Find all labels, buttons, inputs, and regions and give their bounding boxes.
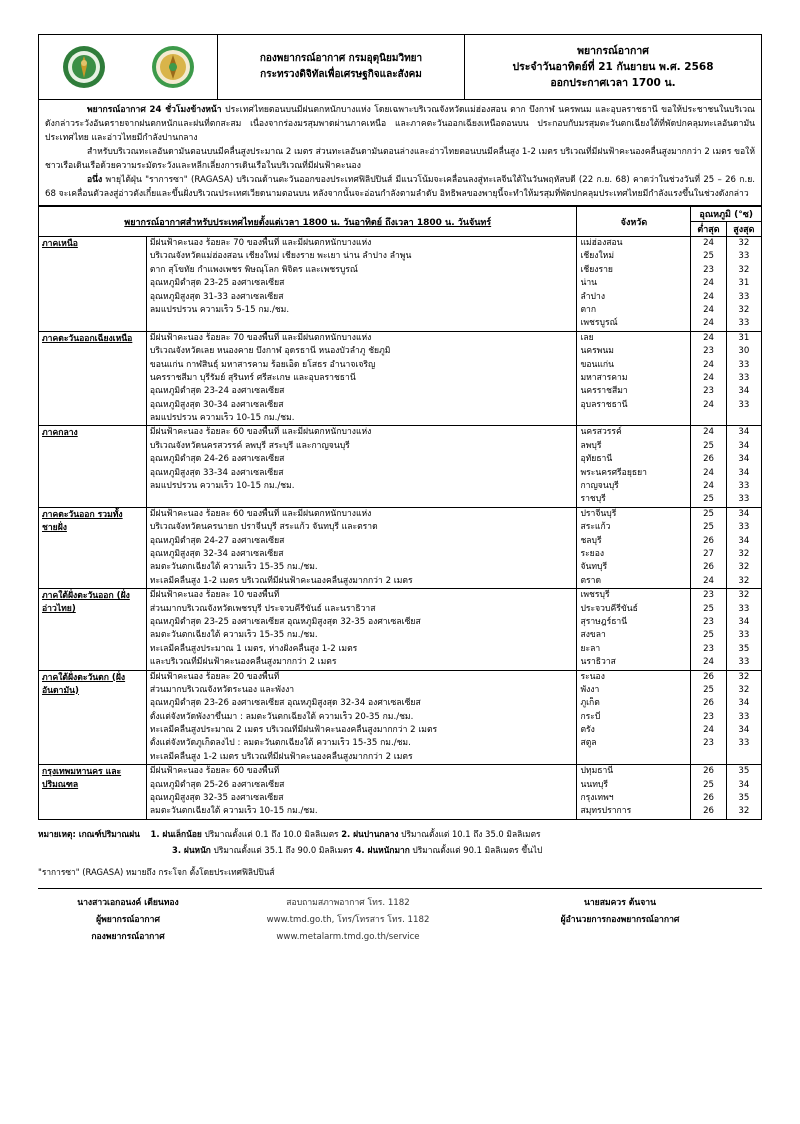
min-temp: 25 [703,603,714,614]
forecast-line: มีฝนฟ้าคะนอง ร้อยละ 60 ของพื้นที่ [149,766,280,777]
max-temp: 30 [738,346,750,357]
min-temp: 24 [703,372,714,383]
max-temp: 32 [738,575,750,586]
max-temp-column [726,765,761,820]
region-row [39,426,762,507]
forecast-line: ทะเลมีคลื่นสูง 1-2 เมตร บริเวณที่มีฝนฟ้าคะนองคลื่นสูงมากกว่า 2 เมตร [149,575,413,586]
province-name: สุราษฎร์ธานี [580,616,628,627]
forecast-line: ส่วนมากบริเวณจังหวัดระนอง และพังงา [149,684,295,695]
ministry-name: กระทรวงดิจิทัลเพื่อเศรษฐกิจและสังคม [260,69,422,80]
max-temp: 34 [738,454,750,465]
heavy-rain-text: ปริมาณตั้งแต่ 35.1 ถึง 90.0 มิลลิเมตร [210,844,356,855]
max-temp: 33 [738,318,750,329]
forecast-line: อุณหภูมิสูงสุด 32-35 องศาเซลเซียส [149,793,284,804]
region-name: ภาคตะวันออก รวมทั้งชายฝั่ง [39,507,147,588]
min-temp: 26 [703,698,714,709]
province-name: อุทัยธานี [580,454,613,465]
max-temp: 34 [738,440,750,451]
province-name: พระนครศรีอยุธยา [580,467,647,478]
min-temp-column [691,426,726,507]
department-block [218,35,465,99]
moderate-rain-text: ปริมาณตั้งแต่ 10.1 ถึง 35.0 มิลลิเมตร [398,828,541,839]
forecast-line: อุณหภูมิต่ำสุด 23-24 องศาเซลเซียส [149,386,285,397]
min-temp: 25 [703,440,714,451]
max-temp: 34 [738,535,750,546]
contact-hotline: สอบถามสภาพอากาศ โทร. 1182 [286,897,410,908]
min-temp: 25 [703,508,714,519]
director-name: นายสมควร ต้นจาน [583,897,657,908]
province-name: ชลบุรี [580,535,602,546]
forecast-line: ตั้งแต่จังหวัดภูเก็ตลงไป : ลมตะวันตกเฉียงใต้ ความเร็ว 15-35 กม./ชม. [149,738,411,749]
min-temp: 24 [703,467,714,478]
issue-time: ออกประกาศเวลา 1700 น. [550,77,676,89]
summary-paragraph-1: ประเทศไทยตอนบนมีฝนตกหนักบางแห่ง โดยเฉพาะบริเวณจังหวัดแม่ฮ่องสอน ตาก บึงกาฬ นครพนม และอุบลราชธานี ขอให้ประชาชนในบริเวณดังกล่าวระวังอันตรายจากฝนตกหนักและฝนที่ตกสะสม เนื่องจากร่องมรสุมพาดผ่านภาคเหนือ และภาคตะวันออกเฉียงเหนือตอนบน ประกอบกับมรสุมตะวันตกเฉียงใต้ที่พัดปกคลุมทะเลอันดามัน ประเทศไทย และอ่าวไทยมีกำลังปานกลาง [45,105,755,143]
region-name: ภาคใต้ฝั่งตะวันตก (ฝั่งอันดามัน) [39,670,147,765]
min-temp: 24 [703,332,714,343]
min-temp-column [691,507,726,588]
province-name-column [577,331,691,426]
province-name: สมุทรปราการ [580,806,632,817]
max-temp: 34 [738,508,750,519]
province-name: เชียงราย [580,264,613,275]
region-forecast-detail [146,426,577,507]
province-name: ขอนแก่น [580,359,614,370]
province-name: นครราชสีมา [580,386,628,397]
max-temp: 34 [738,779,750,790]
contact-website[interactable]: www.tmd.go.th, โทร/โทรสาร โทร. 1182 [266,914,430,925]
max-temp-column [726,426,761,507]
province-name: ตราด [580,575,602,586]
max-temp: 32 [738,238,750,248]
province-name-column [577,507,691,588]
province-name: พังงา [580,684,600,695]
min-temp: 26 [703,766,714,777]
forecast-title: พยากรณ์อากาศ [577,45,649,57]
min-temp: 25 [703,522,714,533]
min-temp: 23 [703,590,714,601]
max-temp: 35 [738,766,750,777]
forecast-line: ลมแปรปรวน ความเร็ว 10-15 กม./ชม. [149,413,295,424]
province-name: จันทบุรี [580,562,608,573]
max-temp: 32 [738,684,750,695]
max-temp: 33 [738,657,750,668]
forecast-line: ตาก สุโขทัย กำแพงเพชร พิษณุโลก พิจิตร และเพชรบูรณ์ [149,264,358,275]
min-temp: 24 [703,725,714,736]
min-temp: 24 [703,359,714,370]
forecast-line: อุณหภูมิต่ำสุด 24-27 องศาเซลเซียส [149,535,285,546]
director-block [478,895,762,946]
min-temp: 24 [703,238,714,248]
forecast-line: อุณหภูมิสูงสุด 32-34 องศาเซลเซียส [149,548,284,559]
forecast-summary [38,100,762,206]
min-temp: 24 [703,399,714,410]
min-temp: 23 [703,711,714,722]
region-row [39,507,762,588]
forecast-line: อุณหภูมิต่ำสุด 23-26 องศาเซลเซียส อุณหภูมิสูงสุด 32-34 องศาเซลเซียส [149,698,421,709]
province-name: ปทุมธานี [580,766,614,777]
min-temp: 24 [703,304,714,315]
max-temp-column [726,507,761,588]
min-temp: 26 [703,535,714,546]
min-temp-column [691,331,726,426]
min-temp-column [691,237,726,332]
province-name: ยะลา [580,643,601,654]
forecast-line: ส่วนมากบริเวณจังหวัดเพชรบุรี ประจวบคีรีขันธ์ และนราธิวาส [149,603,376,614]
province-name: ตาก [580,304,597,315]
province-name: สระแก้ว [580,522,611,533]
very-heavy-rain-label: 4. ฝนหนักมาก [355,844,410,855]
min-temp: 24 [703,427,714,438]
min-temp: 25 [703,779,714,790]
forecaster-name: นางสาวเอกอนงค์ เตียนทอง [77,897,179,908]
forecast-line: มีฝนฟ้าคะนอง ร้อยละ 70 ของพื้นที่ และมีฝนตกหนักบางแห่ง [149,332,372,343]
forecast-line: บริเวณจังหวัดแม่ฮ่องสอน เชียงใหม่ เชียงราย พะเยา น่าน ลำปาง ลำพูน [149,251,412,262]
max-temp: 33 [738,603,750,614]
province-name: ลพบุรี [580,440,602,451]
document-footer [38,895,762,946]
max-temp: 34 [738,467,750,478]
heavy-rain-label: 3. ฝนหนัก [172,844,211,855]
forecast-line: อุณหภูมิต่ำสุด 24-26 องศาเซลเซียส [149,454,285,465]
max-temp: 32 [738,671,750,682]
forecast-line: และบริเวณที่มีฝนฟ้าคะนองคลื่นสูงมากกว่า 2 เมตร [149,657,337,668]
forecast-line: ทะเลมีคลื่นสูงประมาณ 1 เมตร, ห่างฝั่งคลื่นสูง 1-2 เมตร [149,643,358,654]
region-row [39,237,762,332]
min-temp: 25 [703,494,714,505]
min-temp-header: ต่ำสุด [691,222,726,237]
min-temp: 25 [703,251,714,262]
region-name: ภาคตะวันออกเฉียงเหนือ [39,331,147,426]
region-name: ภาคกลาง [39,426,147,507]
province-name: นนทบุรี [580,779,608,790]
min-temp: 23 [703,738,714,749]
max-temp: 33 [738,359,750,370]
region-forecast-detail [146,589,577,670]
forecast-line: อุณหภูมิต่ำสุด 23-25 องศาเซลเซียส [149,278,285,289]
province-name: ระนอง [580,671,605,682]
forecast-line: บริเวณจังหวัดเลย หนองคาย บึงกาฬ อุดรธานี หนองบัวลำภู ชัยภูมิ [149,346,391,357]
forecast-line: อุณหภูมิต่ำสุด 23-25 องศาเซลเซียส อุณหภูมิสูงสุด 32-35 องศาเซลเซียส [149,616,421,627]
min-temp: 27 [703,548,714,559]
min-temp: 24 [703,657,714,668]
forecast-line: อุณหภูมิสูงสุด 33-34 องศาเซลเซียส [149,467,284,478]
province-name: ปราจีนบุรี [580,508,617,519]
contact-service-url[interactable]: www.metalarm.tmd.go.th/service [276,931,420,942]
max-temp-column [726,589,761,670]
forecast-document [38,34,762,946]
max-temp: 34 [738,725,750,736]
province-header: จังหวัด [577,207,691,237]
province-name: ลำปาง [580,291,606,302]
max-temp: 34 [738,386,750,397]
min-temp: 23 [703,346,714,357]
ministry-logo-icon [151,45,195,89]
region-row [39,331,762,426]
min-temp: 23 [703,386,714,397]
forecast-line: บริเวณจังหวัดนครนายก ปราจีนบุรี สระแก้ว จันทบุรี และตราด [149,522,378,533]
min-temp-column [691,670,726,765]
max-temp-column [726,331,761,426]
min-temp: 24 [703,318,714,329]
director-title: ผู้อำนวยการกองพยากรณ์อากาศ [560,914,680,925]
province-name: เพชรบุรี [580,590,610,601]
max-temp: 35 [738,643,750,654]
contact-block [218,895,478,946]
max-temp: 33 [738,711,750,722]
province-name: นราธิวาส [580,657,616,668]
province-name-column [577,426,691,507]
min-temp: 26 [703,454,714,465]
forecaster-block [38,895,218,946]
min-temp: 23 [703,643,714,654]
notes-label: หมายเหตุ: เกณฑ์ปริมาณฝน [38,828,140,839]
forecast-line: อุณหภูมิต่ำสุด 25-26 องศาเซลเซียส [149,779,285,790]
summary-heading: พยากรณ์อากาศ 24 ชั่วโมงข้างหน้า [87,105,222,115]
province-name: กรุงเทพฯ [580,793,614,804]
max-temp: 33 [738,630,750,641]
max-temp-column [726,237,761,332]
footer-divider [38,888,762,889]
max-temp-header: สูงสุด [726,222,761,237]
province-name: น่าน [580,278,598,289]
min-temp: 25 [703,630,714,641]
region-forecast-detail [146,507,577,588]
moderate-rain-label: 2. ฝนปานกลาง [341,828,399,839]
region-name: กรุงเทพมหานคร และปริมณฑล [39,765,147,820]
province-name: สงขลา [580,630,606,641]
table-main-header: พยากรณ์อากาศสำหรับประเทศไทยตั้งแต่เวลา 1800 น. วันอาทิตย์ ถึงเวลา 1800 น. วันจันทร์ [39,207,577,237]
forecast-line: มีฝนฟ้าคะนอง ร้อยละ 20 ของพื้นที่ [149,671,280,682]
region-forecast-detail [146,331,577,426]
province-name: ประจวบคีรีขันธ์ [580,603,638,614]
forecast-line: ลมตะวันตกเฉียงใต้ ความเร็ว 15-35 กม./ชม. [149,630,318,641]
province-name: ตรัง [580,725,595,736]
logo-area [39,35,218,99]
province-name: กาญจนบุรี [580,481,619,492]
forecast-line: มีฝนฟ้าคะนอง ร้อยละ 60 ของพื้นที่ และมีฝนตกหนักบางแห่ง [149,427,372,438]
max-temp: 33 [738,481,750,492]
min-temp: 24 [703,575,714,586]
forecast-line: ตั้งแต่จังหวัดพังงาขึ้นมา : ลมตะวันตกเฉียงใต้ ความเร็ว 20-35 กม./ชม. [149,711,414,722]
province-name: มหาสารคาม [580,372,628,383]
max-temp: 33 [738,251,750,262]
very-heavy-rain-text: ปริมาณตั้งแต่ 90.1 มิลลิเมตร ขึ้นไป [409,844,543,855]
forecast-line: ลมตะวันตกเฉียงใต้ ความเร็ว 15-35 กม./ชม. [149,562,318,573]
max-temp: 34 [738,616,750,627]
region-row [39,589,762,670]
light-rain-label: 1. ฝนเล็กน้อย [150,828,202,839]
forecast-line: มีฝนฟ้าคะนอง ร้อยละ 70 ของพื้นที่ และมีฝนตกหนักบางแห่ง [149,238,372,248]
forecast-line: อุณหภูมิสูงสุด 31-33 องศาเซลเซียส [149,291,284,302]
max-temp: 34 [738,698,750,709]
min-temp: 26 [703,806,714,817]
forecast-line: ขอนแก่น กาฬสินธุ์ มหาสารคาม ร้อยเอ็ด ยโสธร อำนาจเจริญ [149,359,376,370]
region-row [39,765,762,820]
forecast-line: ลมตะวันตกเฉียงใต้ ความเร็ว 10-15 กม./ชม. [149,806,318,817]
province-name: สตูล [580,738,597,749]
province-name-column [577,237,691,332]
province-name: นครสวรรค์ [580,427,622,438]
tmd-logo-icon [62,45,106,89]
max-temp: 35 [738,793,750,804]
forecast-title-block [465,35,761,99]
min-temp: 24 [703,278,714,289]
province-name: ภูเก็ต [580,698,600,709]
summary-paragraph-3: พายุไต้ฝุ่น "ราการซา" (RAGASA) บริเวณด้านตะวันออกของประเทศฟิลิปปินส์ มีแนวโน้มจะเคลื่อนลงสู่ทะเลจีนใต้ในวันพฤหัสบดี (22 ก.ย. 68) คาดว่าในช่วงวันที่ 25 – 26 ก.ย. 68 จะเคลื่อนตัวลงสู่อ่าวตังเกี๋ยและขึ้นฝั่งบริเวณประเทศเวียดนามตอนบน หลังจากนั้นจะอ่อนกำลังตามลำดับ อิทธิพลของพายุนี้จะทำให้มรสุมที่พัดปกคลุมประเทศไทยมีกำลังแรงขึ้นในช่วงดังกล่าว [45,175,755,199]
max-temp: 32 [738,264,750,275]
region-name: ภาคใต้ฝั่งตะวันออก (ฝั่งอ่าวไทย) [39,589,147,670]
region-forecast-detail [146,765,577,820]
max-temp-column [726,670,761,765]
min-temp: 23 [703,616,714,627]
province-name-column [577,765,691,820]
forecast-line: ทะเลมีคลื่นสูง 1-2 เมตร บริเวณที่มีฝนฟ้าคะนองคลื่นสูงมากกว่า 2 เมตร [149,751,413,762]
max-temp: 32 [738,806,750,817]
forecast-date: ประจำวันอาทิตย์ที่ 21 กันยายน พ.ศ. 2568 [512,61,714,73]
max-temp: 33 [738,494,750,505]
max-temp: 33 [738,399,750,410]
province-name: ราชบุรี [580,494,606,505]
forecaster-title: ผู้พยากรณ์อากาศ [96,914,160,925]
storm-name-note: "ราการซา" (RAGASA) หมายถึง กระโจก ตั้งโดยประเทศฟิลิปปินส์ [38,866,275,877]
forecast-line: บริเวณจังหวัดนครสวรรค์ ลพบุรี สระบุรี และกาญจนบุรี [149,440,350,451]
forecast-line: อุณหภูมิสูงสุด 30-34 องศาเซลเซียส [149,399,284,410]
province-name: เชียงใหม่ [580,251,614,262]
forecast-line: มีฝนฟ้าคะนอง ร้อยละ 60 ของพื้นที่ และมีฝนตกหนักบางแห่ง [149,508,372,519]
forecast-line: ลมแปรปรวน ความเร็ว 10-15 กม./ชม. [149,481,295,492]
document-header [38,34,762,100]
min-temp-column [691,765,726,820]
summary-note-heading: อนึ่ง [87,175,103,185]
min-temp: 26 [703,793,714,804]
province-name: นครพนม [580,346,614,357]
min-temp: 26 [703,562,714,573]
forecast-line: มีฝนฟ้าคะนอง ร้อยละ 10 ของพื้นที่ [149,590,280,601]
min-temp: 23 [703,264,714,275]
max-temp: 31 [738,332,750,343]
min-temp-column [691,589,726,670]
max-temp: 32 [738,548,750,559]
province-name: อุบลราชธานี [580,399,628,410]
forecast-line: ทะเลมีคลื่นสูงประมาณ 2 เมตร บริเวณที่มีฝนฟ้าคะนองคลื่นสูงมากกว่า 2 เมตร [149,725,438,736]
region-row [39,670,762,765]
min-temp: 25 [703,684,714,695]
regional-forecast-table [38,206,762,820]
forecaster-division: กองพยากรณ์อากาศ [91,931,165,942]
temperature-header: อุณหภูมิ (°ซ) [691,207,762,222]
department-name: กองพยากรณ์อากาศ กรมอุตุนิยมวิทยา [259,53,423,64]
min-temp: 26 [703,671,714,682]
max-temp: 32 [738,562,750,573]
province-name: เพชรบูรณ์ [580,318,618,329]
light-rain-text: ปริมาณตั้งแต่ 0.1 ถึง 10.0 มิลลิเมตร [201,828,342,839]
max-temp: 32 [738,590,750,601]
max-temp: 33 [738,372,750,383]
max-temp: 32 [738,304,750,315]
forecast-line: ลมแปรปรวน ความเร็ว 5-15 กม./ชม. [149,304,290,315]
rain-criteria-notes [38,826,762,880]
province-name-column [577,670,691,765]
region-forecast-detail [146,237,577,332]
forecast-line: นครราชสีมา บุรีรัมย์ สุรินทร์ ศรีสะเกษ และอุบลราชธานี [149,372,356,383]
region-forecast-detail [146,670,577,765]
max-temp: 33 [738,291,750,302]
min-temp: 24 [703,481,714,492]
max-temp: 31 [738,278,750,289]
province-name: กระบี่ [580,711,601,722]
province-name: เลย [580,332,594,343]
min-temp: 24 [703,291,714,302]
max-temp: 33 [738,738,750,749]
summary-paragraph-2: สำหรับบริเวณทะเลอันดามันตอนบนมีคลื่นสูงประมาณ 2 เมตร ส่วนทะเลอันดามันตอนล่างและอ่าวไทยตอนบนมีคลื่นสูง 1-2 เมตร บริเวณที่มีฝนฟ้าคะนองคลื่นสูงมากกว่า 2 เมตร ขอให้ชาวเรือเดินเรือด้วยความระมัดระวังและหลีกเลี่ยงการเดินเรือในบริเวณที่มีฝนฟ้าคะนอง [45,147,755,171]
max-temp: 34 [738,427,750,438]
max-temp: 33 [738,522,750,533]
province-name: แม่ฮ่องสอน [580,238,623,248]
region-name: ภาคเหนือ [39,237,147,332]
province-name: ระยอง [580,548,605,559]
province-name-column [577,589,691,670]
